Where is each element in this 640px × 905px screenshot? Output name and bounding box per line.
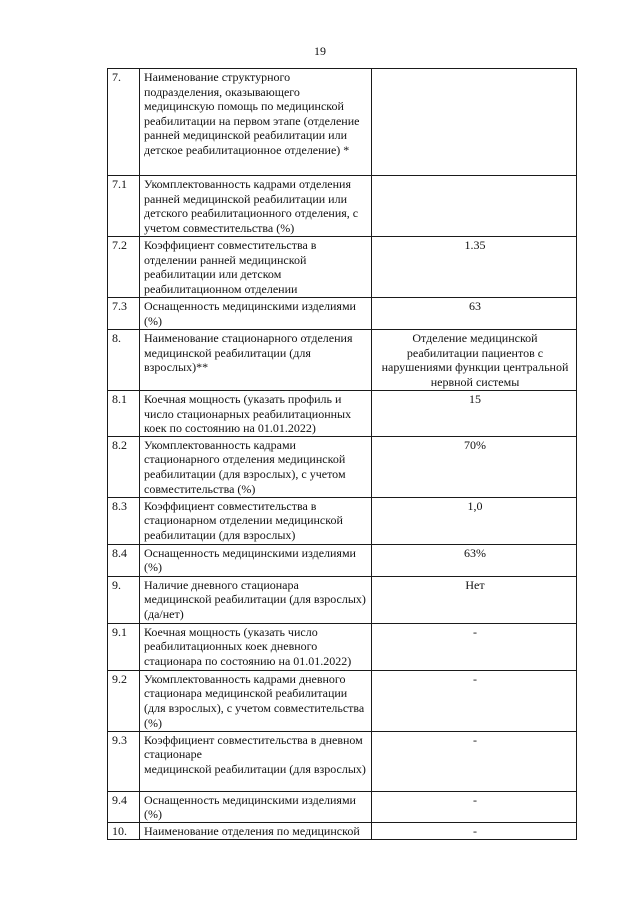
- row-value: 15: [372, 391, 577, 437]
- row-value: -: [372, 822, 577, 839]
- row-number: 8.1: [108, 391, 140, 437]
- row-name: Наименование структурного подразделения, оказывающего медицинскую помощь по медицинской реабилитации на первом этапе (отделение ранней медицинской реабилитации или детское реабилитационное отделение) *: [140, 69, 372, 176]
- row-value: Нет: [372, 576, 577, 623]
- table-row: [108, 176, 577, 237]
- row-value: -: [372, 731, 577, 791]
- row-number: 9.1: [108, 623, 140, 670]
- row-number: 10.: [108, 822, 140, 839]
- row-value: -: [372, 623, 577, 670]
- table-row: [108, 497, 577, 544]
- table-row: [108, 330, 577, 391]
- row-name: Укомплектованность кадрами отделения ранней медицинской реабилитации или детского реабилитационного отделения, с учетом совместительства (%): [140, 176, 372, 237]
- table-row: [108, 670, 577, 731]
- row-value: -: [372, 791, 577, 822]
- row-number: 7.2: [108, 237, 140, 298]
- row-number: 7.1: [108, 176, 140, 237]
- row-value: Отделение медицинской реабилитации пациентов с нарушениями функции центральной нервной системы: [372, 330, 577, 391]
- row-value: 63: [372, 298, 577, 330]
- table-row: [108, 436, 577, 497]
- table-row: [108, 731, 577, 791]
- row-name: Коэффициент совместительства в дневном стационаре медицинской реабилитации (для взрослых): [140, 731, 372, 791]
- row-value: 1,0: [372, 497, 577, 544]
- row-value: 70%: [372, 436, 577, 497]
- row-name: Оснащенность медицинскими изделиями (%): [140, 791, 372, 822]
- row-name: Коечная мощность (указать число реабилитационных коек дневного стационара по состоянию на 01.01.2022): [140, 623, 372, 670]
- row-number: 8.2: [108, 436, 140, 497]
- table-row: [108, 298, 577, 330]
- indicators-table: [107, 68, 577, 840]
- row-name: Оснащенность медицинскими изделиями (%): [140, 544, 372, 576]
- row-name: Наименование стационарного отделения медицинской реабилитации (для взрослых)**: [140, 330, 372, 391]
- row-name: Укомплектованность кадрами стационарного отделения медицинской реабилитации (для взрослых), с учетом совместительства (%): [140, 436, 372, 497]
- row-value: [372, 176, 577, 237]
- row-value: -: [372, 670, 577, 731]
- row-number: 8.4: [108, 544, 140, 576]
- row-number: 9.2: [108, 670, 140, 731]
- row-number: 8.3: [108, 497, 140, 544]
- row-number: 9.4: [108, 791, 140, 822]
- row-name: Укомплектованность кадрами дневного стационара медицинской реабилитации (для взрослых), с учетом совместительства (%): [140, 670, 372, 731]
- row-number: 9.: [108, 576, 140, 623]
- table-row: [108, 544, 577, 576]
- row-number: 9.3: [108, 731, 140, 791]
- row-value: 1.35: [372, 237, 577, 298]
- table-row: [108, 791, 577, 822]
- row-name: Коечная мощность (указать профиль и число стационарных реабилитационных коек по состоянию на 01.01.2022): [140, 391, 372, 437]
- row-number: 8.: [108, 330, 140, 391]
- row-name: Наименование отделения по медицинской: [140, 822, 372, 839]
- table-row: [108, 237, 577, 298]
- page-number: 19: [314, 44, 326, 58]
- row-value: 63%: [372, 544, 577, 576]
- table-row: [108, 391, 577, 437]
- row-name: Оснащенность медицинскими изделиями (%): [140, 298, 372, 330]
- row-name: Коэффициент совместительства в отделении ранней медицинской реабилитации или детском реабилитационном отделении: [140, 237, 372, 298]
- table-row: [108, 576, 577, 623]
- row-number: 7.3: [108, 298, 140, 330]
- table-row: [108, 822, 577, 839]
- row-name: Коэффициент совместительства в стационарном отделении медицинской реабилитации (для взрослых): [140, 497, 372, 544]
- row-value: [372, 69, 577, 176]
- row-name: Наличие дневного стационара медицинской реабилитации (для взрослых) (да/нет): [140, 576, 372, 623]
- table-row: [108, 623, 577, 670]
- table-row: [108, 69, 577, 176]
- row-number: 7.: [108, 69, 140, 176]
